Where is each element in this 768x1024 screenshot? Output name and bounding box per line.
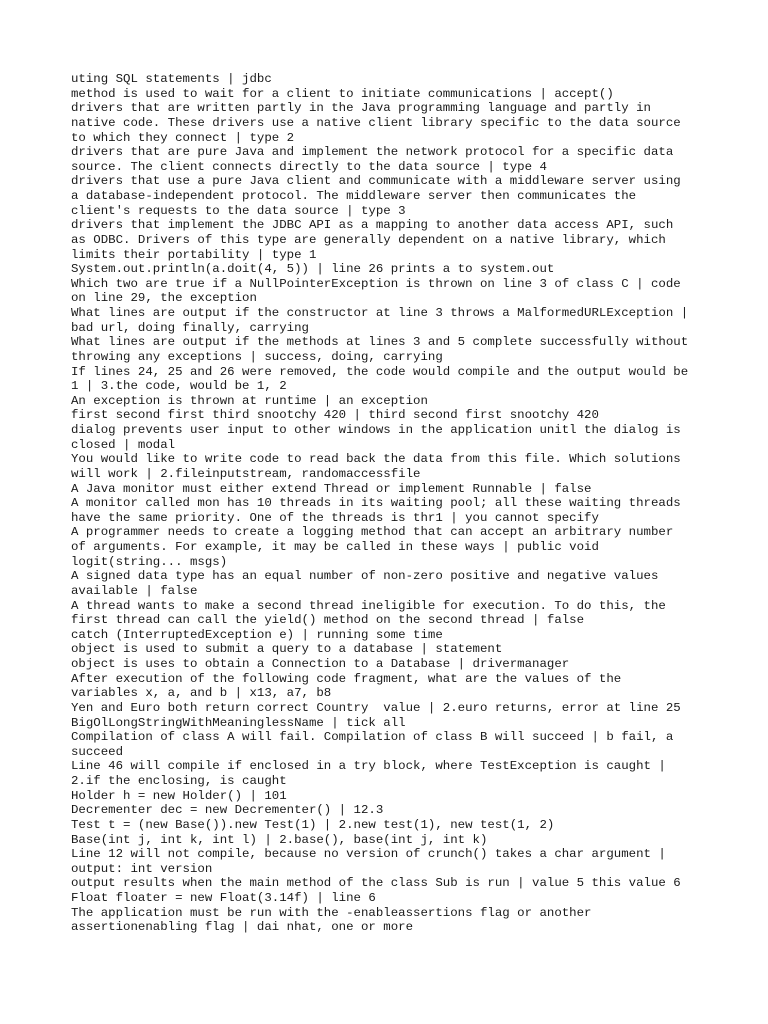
text-line: a database-independent protocol. The middleware server then communicates the xyxy=(71,189,637,203)
text-line: available | false xyxy=(71,583,198,598)
text-line: A thread wants to make a second thread ineligible for execution. To do this, the xyxy=(71,598,666,613)
text-line: Line 12 will not compile, because no version of crunch() takes a char argument | xyxy=(71,847,666,862)
text-line: System.out.println(a.doit(4, 5)) | line 26 prints a to system.out xyxy=(71,262,555,277)
document-text xyxy=(71,72,711,935)
text-line: drivers that implement the JDBC API as a mapping to another data access API, such xyxy=(71,218,674,233)
text-line: have the same priority. One of the threads is thr1 | you cannot specify xyxy=(71,510,599,525)
text-line: first thread can call the yield() method on the second thread | false xyxy=(71,613,585,628)
text-line: Test t = (new Base()).new Test(1) | 2.new test(1), new test(1, 2) xyxy=(71,817,555,832)
text-line: A programmer needs to create a logging method that can accept an arbitrary number xyxy=(71,525,674,540)
text-line: uting SQL statements | jdbc xyxy=(71,72,272,86)
text-line: of arguments. For example, it may be called in these ways | public void xyxy=(71,540,599,554)
text-line: assertionenabling flag | dai nhat, one or more xyxy=(71,920,414,935)
text-line: An exception is thrown at runtime | an exception xyxy=(71,393,428,408)
text-line: After execution of the following code fragment, what are the values of the xyxy=(71,671,622,686)
text-line: object is used to submit a query to a database | statement xyxy=(71,642,503,657)
text-line: output: int version xyxy=(71,861,213,876)
text-line: variables x, a, and b | x13, a7, b8 xyxy=(71,686,332,701)
text-line: Holder h = new Holder() | 101 xyxy=(71,788,287,803)
text-line: on line 29, the exception xyxy=(71,291,257,306)
text-line: object is uses to obtain a Connection to a Database | drivermanager xyxy=(71,657,570,671)
text-line: as ODBC. Drivers of this type are generally dependent on a native library, which xyxy=(71,232,666,247)
text-line: to which they connect | type 2 xyxy=(71,130,295,145)
text-line: native code. These drivers use a native client library specific to the data source xyxy=(71,115,681,130)
text-line: Compilation of class A will fail. Compilation of class B will succeed | b fail, a xyxy=(71,730,674,745)
text-line: drivers that are written partly in the Java programming language and partly in xyxy=(71,101,651,116)
text-line: The application must be run with the -enableassertions flag or another xyxy=(71,905,592,920)
text-line: output results when the main method of the class Sub is run | value 5 this value 6 xyxy=(71,876,681,891)
text-line: 1 | 3.the code, would be 1, 2 xyxy=(71,379,287,394)
text-line: source. The client connects directly to the data source | type 4 xyxy=(71,159,547,174)
text-line: limits their portability | type 1 xyxy=(71,247,317,262)
text-line: closed | modal xyxy=(71,437,176,452)
text-line: first second first third snootchy 420 | third second first snootchy 420 xyxy=(71,408,599,423)
text-line: succeed xyxy=(71,744,124,759)
text-line: throwing any exceptions | success, doing, carrying xyxy=(71,349,443,364)
text-line: Base(int j, int k, int l) | 2.base(), base(int j, int k) xyxy=(71,832,488,847)
text-line: If lines 24, 25 and 26 were removed, the code would compile and the output would be xyxy=(71,364,689,379)
text-line: BigOlLongStringWithMeaninglessName | tick all xyxy=(71,715,406,730)
text-line: client's requests to the data source | type 3 xyxy=(71,203,406,218)
text-line: Which two are true if a NullPointerException is thrown on line 3 of class C | code xyxy=(71,276,681,291)
text-line: method is used to wait for a client to initiate communications | accept() xyxy=(71,86,614,101)
text-line: catch (InterruptedException e) | running some time xyxy=(71,627,443,642)
text-line: What lines are output if the constructor at line 3 throws a MalformedURLException | xyxy=(71,306,689,320)
text-line: 2.if the enclosing, is caught xyxy=(71,774,287,788)
text-line: Float floater = new Float(3.14f) | line 6 xyxy=(71,891,376,905)
text-line: drivers that use a pure Java client and communicate with a middleware server using xyxy=(71,174,681,189)
text-line: drivers that are pure Java and implement the network protocol for a specific data xyxy=(71,145,674,160)
text-line: logit(string... msgs) xyxy=(71,554,228,569)
text-line: Line 46 will compile if enclosed in a try block, where TestException is caught | xyxy=(71,759,666,774)
text-line: A signed data type has an equal number of non-zero positive and negative values xyxy=(71,569,659,584)
text-line: What lines are output if the methods at lines 3 and 5 complete successfully without xyxy=(71,335,689,350)
text-line: will work | 2.fileinputstream, randomaccessfile xyxy=(71,466,421,481)
text-line: dialog prevents user input to other windows in the application unitl the dialog is xyxy=(71,423,681,437)
text-line: bad url, doing finally, carrying xyxy=(71,320,309,335)
text-line: Yen and Euro both return correct Country value | 2.euro returns, error at line 25 xyxy=(71,700,681,715)
text-line: A monitor called mon has 10 threads in its waiting pool; all these waiting threads xyxy=(71,496,681,511)
text-line: A Java monitor must either extend Thread or implement Runnable | false xyxy=(71,481,592,496)
text-line: You would like to write code to read back the data from this file. Which solutions xyxy=(71,452,681,467)
text-line: Decrementer dec = new Decrementer() | 12.3 xyxy=(71,803,384,818)
